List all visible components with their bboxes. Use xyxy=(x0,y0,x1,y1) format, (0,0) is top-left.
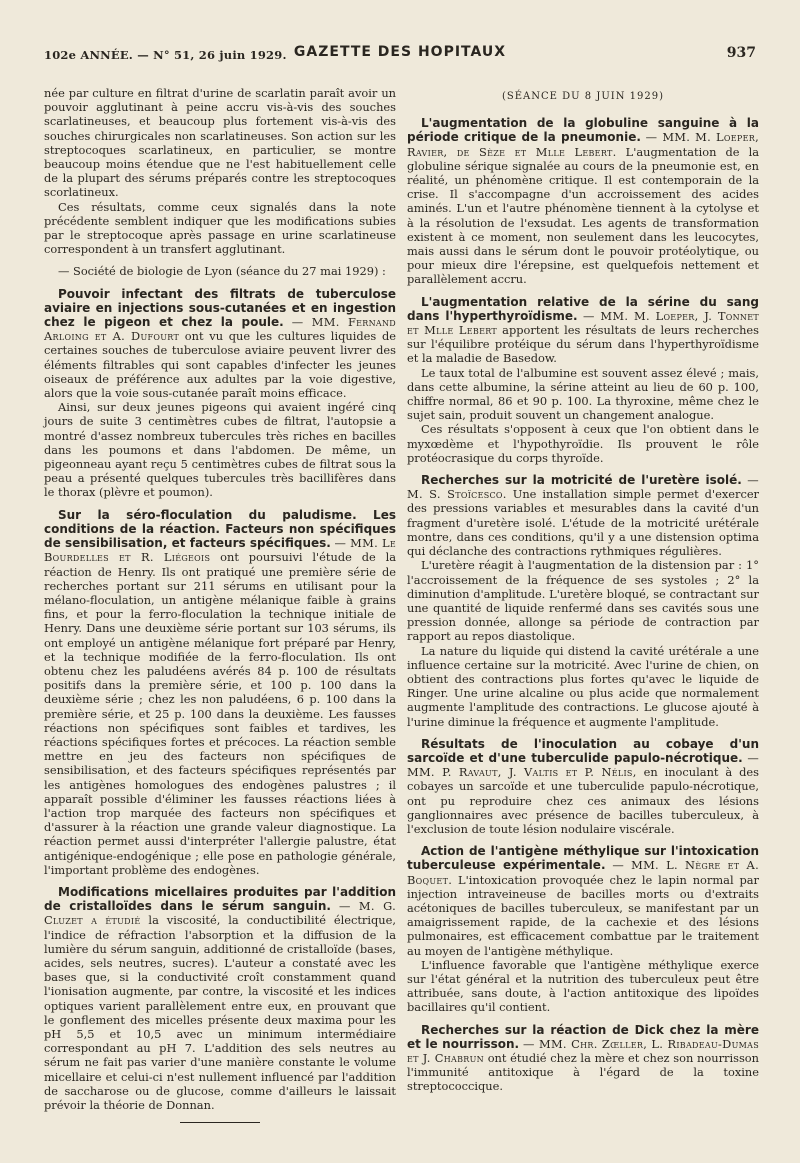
article-globuline xyxy=(407,116,759,286)
article-authors: — MM. Fernand Arloing et A. Dufourt xyxy=(44,315,397,344)
section-divider xyxy=(180,1122,260,1123)
article-authors: — MM. L. Nègre et A. Boquet. xyxy=(407,858,759,887)
article-authors: — MM. M. Loeper, J. Tonnet et Mlle Lebert xyxy=(407,308,759,338)
article-text: L'uretère réagit à l'augmentation de la distension par : 1° l'accroissement de la fréquence de ses systoles ; 2° la diminution d'amplitude. L'uretère bloqué, se contractant sur une quantité de liquide renfermé dans ses cavités sous une pression donnée, allonge sa période de contraction par rapport au repos diastolique. xyxy=(407,558,759,644)
article-title: L'augmentation de la globuline sanguine à la période critique de la pneumonie. xyxy=(407,116,759,145)
article-title: Modifications micellaires produites par l'addition de cristalloïdes dans le sérum sanguin. xyxy=(44,884,396,914)
article-sarcoide xyxy=(407,737,759,836)
right-column xyxy=(407,86,759,1094)
article-authors: — MM. P. Ravaut, J. Valtis et P. Nélis, xyxy=(407,750,760,780)
article-text: ont poursuivi l'étude de la réaction de Henry. Ils ont pratiqué une première série de recherches portant sur 211 sérums en utilisant pour la mélano-floculation, un antigène mélanique faible à grains fins, et pour la ferro-floculation la technique initiale de Henry. Dans une deuxième série portant sur 103 sérums, ils ont employé un antigène mélanique fort préparé par Henry, et la technique modifiée de la ferro-floculation. Ils ont obtenu chez les paludéens avérés 84 p. 100 de résultats positifs dans la première série, et 100 p. 100 dans la deuxième série ; chez les non paludéens, 6 p. 100 dans la première série, et 25 p. 100 dans la deuxième. Les fausses réactions non spécifiques sont faibles et tardives, les réactions spécifiques fortes et précoces. La réaction semble mettre en jeu des facteurs non spécifiques de sensibilisation, et des facteurs spécifiques représentés par les antigènes homologues des endogènes palustres ; il apparaît possible d'éliminer les fausses réactions liées à l'action trop marquée des facteurs non spécifiques et d'assurer à la réaction une grande valeur diagnostique. La réaction permet aussi d'interpréter l'allergie palustre, état antigénique-endogénique ; elle pose en pathologie générale, l'important problème des endogènes. xyxy=(44,550,397,877)
issue-line: 102e ANNÉE. — N° 51, 26 juin 1929. xyxy=(44,48,287,62)
page-header xyxy=(40,38,760,68)
article-text: la viscosité, la conductibilité électrique, l'indice de réfraction l'absorption et la diffusion de la lumière du sérum sanguin, additionné de cristalloïde (bases, acides, sels neutres, sucres). L'auteur a constaté avec les bases que, si la conductivité croît constamment quand l'ionisation augmente, par contre, la viscosité et les indices optiques varient parallèlement entre eux, en prouvant que le gonflement des micelles présente deux maxima pour les pH 5,5 et 10,5 avec un minimum intermédiaire correspondant au pH 7. L'addition des sels neutres au sérum ne fait pas varier d'une manière constante le volume micellaire et celui-ci n'est nullement influencé par l'addition de saccharose ou de glucose, comme d'ailleurs le laissait prévoir la théorie de Donnan. xyxy=(44,913,397,1113)
article-dick xyxy=(407,1023,759,1094)
article-serine xyxy=(407,295,759,465)
article-title: Recherches sur la réaction de Dick chez la mère et le nourrisson. xyxy=(407,1022,759,1051)
article-text: La nature du liquide qui distend la cavité urétérale a une influence certaine sur la motricité. Avec l'urine de chien, on obtient des contractions plus fortes qu'avec le liquide de Ringer. Une urine alcaline ou plus acide que normalement augmente l'amplitude des contractions. Le glucose ajouté à l'urine diminue la fréquence et augmente l'amplitude. xyxy=(407,643,759,729)
article-text: L'augmentation de la globuline sérique signalée au cours de la pneumonie est, en réalité, un phénomène critique. Il est contemporain de la crise. Il s'accompagne d'un accroissement des acides aminés. L'un et l'autre phénomène tiennent à la cytolyse et à la résolution de l'exsudat. Les agents de transformation existent à ce moment, non seulement dans les leucocytes, mais aussi dans le sérum dont le pouvoir protéolytique, ou pour mieux dire l'érepsine, est quelquefois nettement et parallèlement accru. xyxy=(407,144,760,287)
article-text: Une installation simple permet d'exercer des pressions variables et mesurables dans la cavité d'un fragment d'uretère isolé. L'étude de la motricité urétérale montre, dans ces conditions, qu'il y a une distension optima qui déclanche des contractions rythmiques régulières. xyxy=(407,487,760,559)
article-antigene-methylique xyxy=(407,844,759,1014)
seance-heading: (SÉANCE DU 8 JUIN 1929) xyxy=(502,91,664,102)
article-authors: — MM. M. Loeper, Ravier, de Sèze et Mlle Lebert. xyxy=(407,130,759,159)
article-authors: — M. G. Cluzet a étudié xyxy=(44,899,396,928)
article-title: Action de l'antigène méthylique sur l'intoxication tuberculeuse expérimentale. xyxy=(407,844,759,873)
article-uretere xyxy=(407,473,759,729)
article-title: L'augmentation relative de la sérine du sang dans l'hyperthyroïdisme. xyxy=(407,294,759,323)
article-authors: — MM. Le Bourdelles et R. Liégeois xyxy=(44,536,396,565)
article-tuberculose-aviaire xyxy=(44,287,396,500)
article-title: Recherches sur la motricité de l'uretère isolé. xyxy=(421,473,742,488)
article-text: ont étudié chez la mère et chez son nourrisson l'immunité antitoxique à l'égard de la toxine streptococcique. xyxy=(407,1051,760,1094)
article-text: Le taux total de l'albumine est souvent assez élevé ; mais, dans cette albumine, la sérine atteint au lieu de 60 p. 100, chiffre normal, 86 et 90 p. 100. La thyroxine, même chez le sujet sain, produit souvent un changement analogue. xyxy=(407,365,759,423)
article-text: apportent les résultats de leurs recherches sur l'équilibre protéique du sérum dans l'hyperthyroïdisme et la maladie de Basedow. xyxy=(407,323,760,366)
article-text: Ainsi, sur deux jeunes pigeons qui avaient ingéré cinq jours de suite 3 centimètres cubes de filtrat, l'autopsie a montré d'assez nombreux tubercules très riches en bacilles dans les poumons et dans l'abdomen. De même, un pigeonneau ayant reçu 5 centimètres cubes de filtrat sous la peau a présenté quelques tubercules très bacillifères dans le thorax (plèvre et poumon). xyxy=(44,400,396,500)
article-text: ont vu que les cultures liquides de certaines souches de tuberculose aviaire peuvent livrer des éléments filtrables qui sont capables d'infecter les jeunes oiseaux de préférence aux adultes par la voie digestive, alors que la voie sous-cutanée paraît moins efficace. xyxy=(44,329,396,401)
article-text: L'intoxication provoquée chez le lapin normal par injection intraveineuse de bacilles morts ou d'extraits acétoniques de bacilles tuberculeux, se manifestant par un amaigrissement rapide, de la cachexie et des lésions pulmonaires, est efficacement combattue par le traitement au moyen de l'antigène méthylique. xyxy=(407,872,760,958)
journal-title: GAZETTE DES HOPITAUX xyxy=(293,44,507,60)
society-heading: — Société de biologie de Lyon (séance du 27 mai 1929) : xyxy=(58,264,386,279)
article-title: Sur la séro-floculation du paludisme. Les conditions de la réaction. Facteurs non spécifiques de sensibilisation, et facteurs spécifiques. xyxy=(44,507,396,551)
article-text: Ces résultats s'opposent à ceux que l'on obtient dans le myxœdème et l'hypothyroïdie. Ils prouvent le rôle protéocrasique du corps thyroïde. xyxy=(407,422,759,465)
article-authors: — M. S. Stoïcesco. xyxy=(407,473,759,502)
article-text: en inoculant à des cobayes un sarcoïde et une tuberculide papulo-nécrotique, ont pu reproduire chez ces animaux des lésions ganglionnaires avec présence de bacilles tuberculeux, à l'exclusion de toute lésion nodulaire viscérale. xyxy=(407,765,759,836)
article-micellaires xyxy=(44,885,396,1112)
article-title: Pouvoir infectant des filtrats de tuberculose aviaire en injections sous-cutanées et en ingestion chez le pigeon et chez la poule. xyxy=(44,286,396,330)
left-column xyxy=(44,86,396,1123)
article-authors: — MM. Chr. Zœller, L. Ribadeau-Dumas et J. Chabrun xyxy=(407,1036,759,1065)
article-text: L'influence favorable que l'antigène méthylique exerce sur l'état général et la nutrition des tuberculeux peut être attribuée, sans doute, à l'action antitoxique des lipoïdes bacillaires qu'il contient. xyxy=(407,957,759,1015)
article-title: Résultats de l'inoculation au cobaye d'un sarcoïde et d'une tuberculide papulo-nécrotique. xyxy=(407,736,759,765)
intro-paragraph: née par culture en filtrat d'urine de scarlatin paraît avoir un pouvoir agglutinant à peine accru vis-à-vis des souches scarlatineuses, et beaucoup plus fortement vis-à-vis des souches chirurgicales non scarlatineuses. Son action sur les streptocoques scarlatineux, en particulier, se montre beaucoup moins étendue que ne l'est habituellement celle de la plupart des sérums préparés contre les streptocoques scorlatineux. xyxy=(44,86,396,200)
article-paludisme xyxy=(44,508,396,877)
intro-paragraph-2: Ces résultats, comme ceux signalés dans la note précédente semblent indiquer que les modifications subies par le streptocoque après passage en urine scarlatineuse correspondent à un transfert agglutinant. xyxy=(44,199,396,257)
page-number: 937 xyxy=(726,45,756,61)
